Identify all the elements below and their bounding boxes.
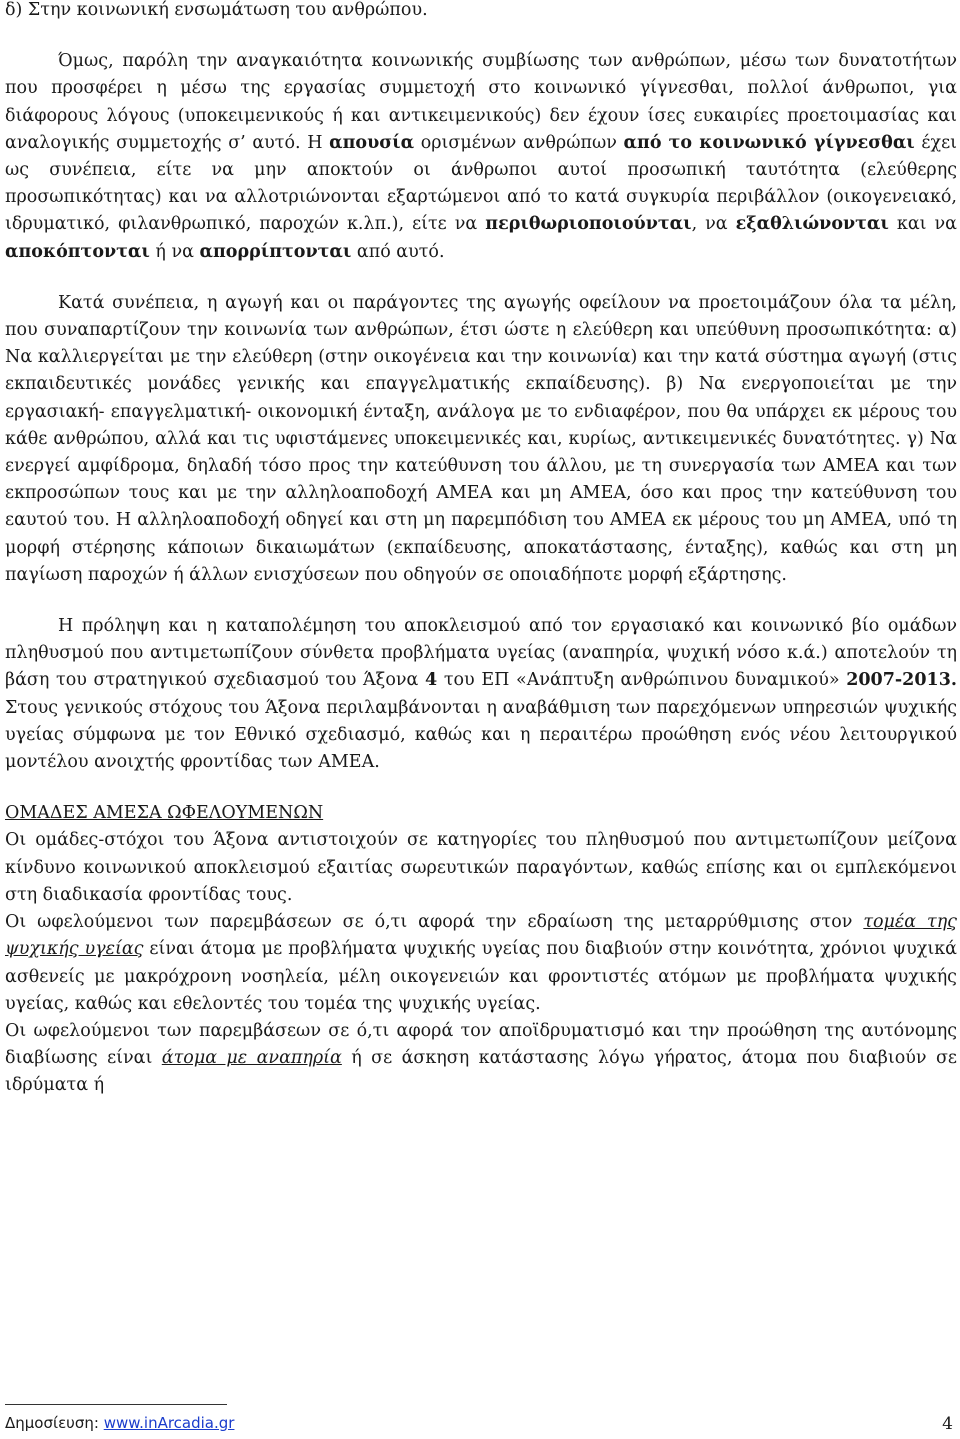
footer-label: Δημοσίευση:	[5, 1414, 104, 1432]
bold-period: 2007-2013.	[846, 670, 957, 691]
bold-term-rejected: απορρίπτονται	[199, 241, 352, 262]
bold-term-impoverished: εξαθλιώνονται	[735, 214, 889, 235]
section-heading: ΟΜΑΔΕΣ ΑΜΕΣΑ ΩΦΕΛΟΥΜΕΝΩΝ	[5, 803, 324, 824]
paragraph-prevention	[5, 613, 957, 776]
text-run: Η πρόληψη και η καταπολέμηση του αποκλεισμού από τον εργασιακό και κοινωνικό βίο ομάδων πληθυσμού που αντιμετωπίζουν σύνθετα προβλήματα υγείας (αναπηρία, ψυχική νόσο κ.ά.) αποτελούν τη βάση του στρατηγικού σχεδιασμού του Άξονα	[5, 616, 957, 691]
text-run: ορισμένων ανθρώπων	[414, 132, 624, 153]
paragraph-absence	[5, 48, 957, 266]
text-run: Οι ωφελούμενοι των παρεμβάσεων σε ό,τι αφορά την εδραίωση της μεταρρύθμισης στον	[5, 912, 864, 933]
paragraph-education: Κατά συνέπεια, η αγωγή και οι παράγοντες της αγωγής οφείλουν να προετοιμάζουν όλα τα μέλη, που συναπαρτίζουν την κοινωνία των ανθρώπων, έτσι ώστε η ελεύθερη και υπεύθυνη προσωπικότητα: α) Να καλλιεργείται με την ελεύθερη (στην οικογένεια και την κοινωνία) και την κατά σύστημα αγωγή (στις εκπαιδευτικές μονάδες γενικής και επαγγελματικής εκπαίδευσης). β) Να ενεργοποιείται με την εργασιακή- επαγγελματική- οικονομική ένταξη, ανάλογα με το ενδιαφέρον, που θα υπάρχει εκ μέρους του κάθε ανθρώπου, αλλά και τις υφιστάμενες υποκειμενικές και, κυρίως, αντικειμενικές δυνατότητες. γ) Να ενεργεί αμφίδρομα, δηλαδή τόσο προς την κατεύθυνση του άλλου, με τη συνεργασία των ΑΜΕΑ και των εκπροσώπων τους και με την αλληλοαποδοχή ΑΜΕΑ και μη ΑΜΕΑ, όσο και προς την κατεύθυνση του εαυτού του. Η αλληλοαποδοχή οδηγεί και στη μη παρεμπόδιση του ΑΜΕΑ εκ μέρους του μη ΑΜΕΑ, υπό τη μορφή στέρησης κάποιων δικαιωμάτων (εκπαίδευσης, αποκατάστασης, ένταξης), καθώς και στη μη παγίωση παροχών ή άλλων ενισχύσεων που οδηγούν σε οποιαδήποτε μορφή εξάρτησης.	[5, 292, 957, 585]
text-run: Στους γενικούς στόχους του Άξονα περιλαμβάνονται η αναβάθμιση των παρεχόμενων υπηρεσιών ψυχικής υγείας σύμφωνα με τον Εθνικό σχεδιασμό, καθώς και η περαιτέρω προώθηση ενός νέου λειτουργικού μοντέλου ανοιχτής φροντίδας των ΑΜΕΑ.	[5, 697, 957, 773]
text-run: Οι ωφελούμενοι των παρεμβάσεων σε ό,τι αφορά τον αποϊδρυματισμό και την προώθηση της αυτόνομης διαβίωσης είναι	[5, 1020, 957, 1069]
text-run: του ΕΠ «Ανάπτυξη ανθρώπινου δυναμικού»	[437, 670, 847, 691]
text-run: είναι άτομα με προβλήματα ψυχικής υγείας που διαβιούν στην κοινότητα, χρόνιοι ψυχικά ασθενείς με μακρόχρονη νοσηλεία, μέλη οικογενειών και φροντιστές ατόμων με προβλήματα ψυχικής υγείας, καθώς και εθελοντές του τομέα της ψυχικής υγείας.	[5, 939, 957, 1014]
paragraph-mental-health	[5, 909, 957, 1018]
document-page	[5, 0, 957, 1100]
text-run: Όμως, παρόλη την αναγκαιότητα κοινωνικής συμβίωσης των ανθρώπων, μέσω των δυνατοτήτων που προσφέρει η μέσω της εργασίας συμμετοχή στο κοινωνικό γίγνεσθαι, πολλοί άνθρωποι, για διάφορους λόγους (υποκειμενικούς ή και αντικειμενικούς) δεν έχουν ίσες ευκαιρίες προετοιμασίας και αναλογικής συμμετοχής σ’ αυτό. Η	[5, 51, 957, 153]
text-run: έχει ως συνέπεια, είτε να μην αποκτούν οι άνθρωποι αυτοί προσωπική ταυτότητα (ελεύθερης προσωπικότητας) και να αλλοτριώνονται εξαρτώμενοι από το κατά συγκυρία περιβάλλον (οικογενειακό, ιδρυματικό, φιλανθρωπικό, παροχών κ.λπ.), είτε να	[5, 132, 957, 235]
underlined-disabled-persons: άτομα με αναπηρία	[161, 1048, 342, 1069]
footer-divider	[5, 1404, 227, 1405]
text-run: και να	[888, 214, 957, 235]
bold-axis-number: 4	[424, 670, 438, 691]
text-run: ή σε άσκηση κατάστασης λόγω γήρατος, άτομα που διαβιούν σε ιδρύματα ή	[5, 1048, 957, 1096]
bold-term-cut-off: αποκόπτονται	[5, 241, 150, 262]
bold-term-marginalised: περιθωριοποιούνται	[485, 214, 692, 235]
bold-term-social: από το κοινωνικό γίγνεσθαι	[623, 132, 915, 153]
text-run: ή να	[149, 241, 200, 262]
page-footer	[5, 1414, 953, 1432]
text-run: από αυτό.	[351, 241, 445, 262]
footer-link[interactable]: www.inArcadia.gr	[103, 1414, 235, 1432]
bold-term-absence: απουσία	[329, 132, 415, 153]
page-number: 4	[942, 1414, 953, 1434]
text-run: , να	[691, 214, 736, 235]
paragraph-target-groups: Οι ομάδες-στόχοι του Άξονα αντιστοιχούν σε κατηγορίες του πληθυσμού που αντιμετωπίζουν μείζονα κίνδυνο κοινωνικού αποκλεισμού εξαιτίας σωρευτικών παραγόντων, καθώς επίσης και οι εμπλεκόμενοι στη διαδικασία φροντίδας τους.	[5, 830, 957, 905]
underlined-mental-health-sector: τομέα της ψυχικής υγείας	[5, 912, 957, 960]
list-item-d: δ) Στην κοινωνική ενσωμάτωση του ανθρώπου.	[5, 0, 428, 20]
paragraph-deinstitutionalisation	[5, 1018, 957, 1100]
